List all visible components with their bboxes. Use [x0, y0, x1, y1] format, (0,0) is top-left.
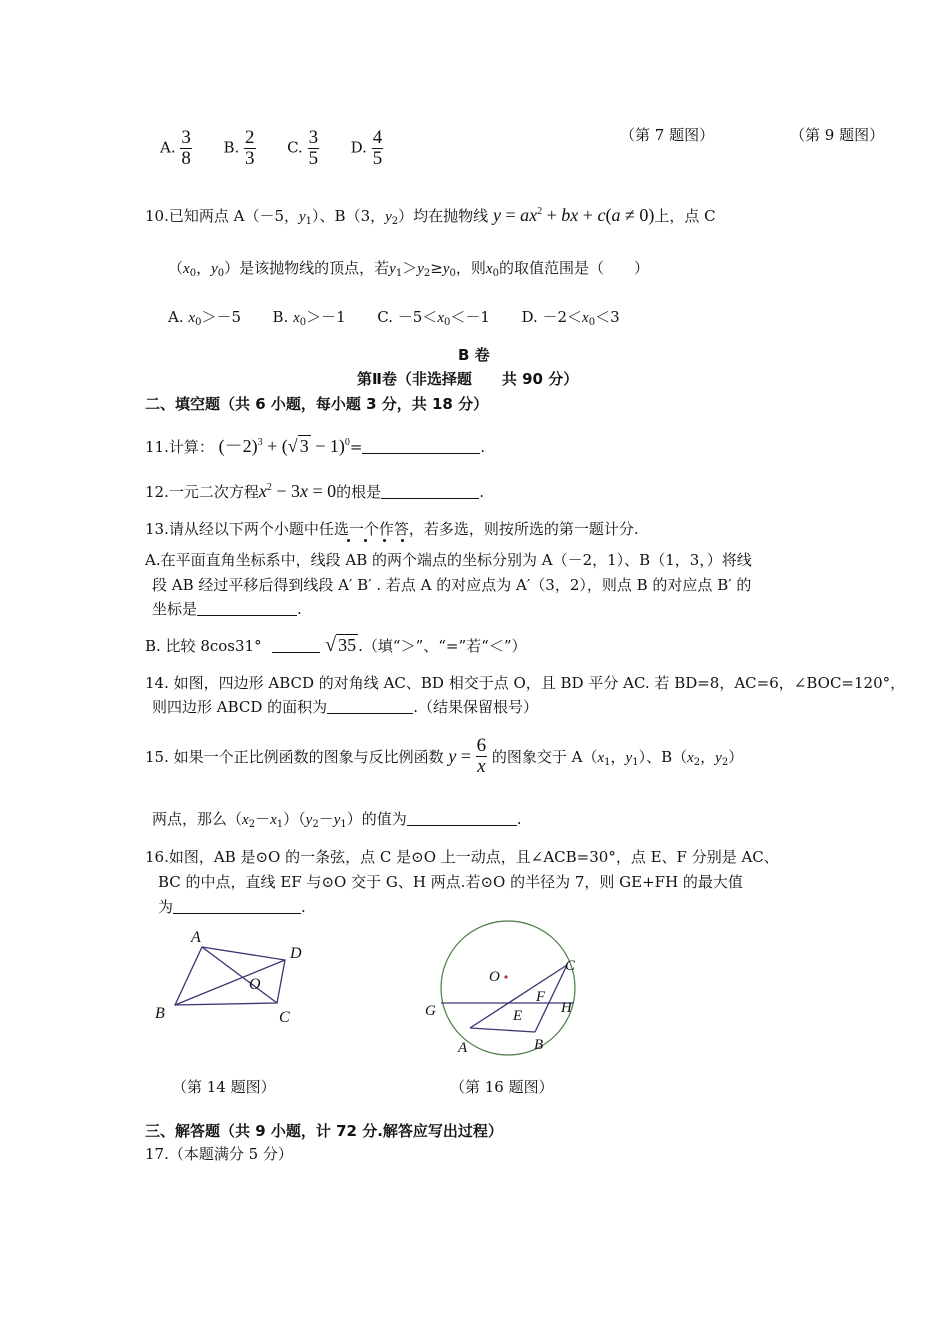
- caption-fig14: （第 14 题图）: [172, 1078, 276, 1096]
- parabola-equation: $y = ax^2$ + bx + c(a ≠ 0): [492, 205, 655, 225]
- section-b-title: B 卷: [458, 346, 490, 364]
- fig16-label-h: H: [561, 1000, 572, 1016]
- q11-answer-blank[interactable]: [362, 439, 480, 454]
- fig16-label-f: F: [536, 989, 546, 1005]
- q13-a-line1: A.在平面直角坐标系中，线段 AB 的两个端点的坐标分别为 A（－2，1）、B（1，3，）将线: [145, 551, 752, 569]
- option-c-fraction: $\frac{3}{5}$: [308, 127, 319, 169]
- option-d-fraction: $\frac{4}{5}$: [372, 127, 383, 169]
- q16-line3: 为 .: [158, 898, 306, 916]
- option-b-fraction: $\frac{2}{3}$: [245, 127, 255, 169]
- fig16-label-g: G: [425, 1003, 436, 1019]
- fig16-label-b: B: [534, 1037, 544, 1053]
- fig14-label-a: A: [191, 929, 201, 946]
- q13-a-line2: 段 AB 经过平移后得到线段 A′ B′ . 若点 A 的对应点为 A′（3，2），则点 B 的对应点 B′ 的: [152, 576, 752, 594]
- q12-answer-blank[interactable]: [381, 484, 479, 499]
- option-c-label: C.: [287, 138, 303, 157]
- q16-line2: BC 的中点，直线 EF 与⊙O 交于 G、H 两点.若⊙O 的半径为 7，则 GE+FH 的最大值: [158, 873, 743, 891]
- q10-line2: （$x_0$，$y_0$）是该抛物线的顶点，若$y_1>y_2\ge y_0$，则$x_0$的取值范围是（ ）: [168, 259, 649, 279]
- part2-heading: 二、填空题（共 6 小题，每小题 3 分，共 18 分）: [145, 395, 489, 413]
- q14-answer-blank[interactable]: [327, 699, 413, 714]
- option-b-label: B.: [223, 138, 240, 157]
- q15-answer-blank[interactable]: [407, 811, 517, 826]
- q15-line2: 两点，那么$(x_2-x_1)(y_2-y_1)$的值为 .: [152, 810, 522, 830]
- circle-o: [441, 921, 575, 1055]
- q13-text: 13.请从经以下两个小题中任选一个作答，若多选，则按所选的第一题计分.: [145, 520, 639, 538]
- q15-fraction: $\frac{6}{x}$: [476, 735, 487, 777]
- part3-heading: 三、解答题（共 9 小题，计 72 分.解答应写出过程）: [145, 1122, 503, 1140]
- option-d-label: D.: [350, 138, 367, 157]
- fig14-label-c: C: [279, 1009, 290, 1026]
- caption-fig16: （第 16 题图）: [450, 1078, 554, 1096]
- fig16-label-o: O: [489, 969, 500, 985]
- fig14-label-d: D: [290, 945, 302, 962]
- q14-line2: 则四边形 ABCD 的面积为 .（结果保留根号）: [152, 698, 538, 716]
- q17: 17.（本题满分 5 分）: [145, 1145, 293, 1163]
- figure-16-circle: [420, 915, 590, 1065]
- fig16-label-e: E: [513, 1008, 523, 1024]
- fig16-label-c: C: [565, 958, 576, 974]
- fig14-label-b: B: [155, 1005, 165, 1022]
- option-a-fraction: $\frac{3}{8}$: [181, 127, 191, 169]
- q16-line1: 16.如图，AB 是⊙O 的一条弦，点 C 是⊙O 上一动点，且∠ACB=30°，点 E、F 分别是 AC、: [145, 848, 779, 866]
- q13-b: B. 比较 8cos31° √ 35 .（填“＞”、“=”若“＜”）: [145, 634, 527, 656]
- q9-options: [160, 128, 383, 169]
- q10-options: A. $x_0>-5$ B. $x_0>-1$ C. $-5<x_0<-1$ D. $-2<x_0<3$: [168, 308, 620, 328]
- q16-answer-blank[interactable]: [173, 899, 301, 914]
- q13b-answer-blank[interactable]: [272, 638, 320, 653]
- section-b-subtitle: 第Ⅱ卷（非选择题 共 90 分）: [357, 370, 579, 388]
- fig16-label-a: A: [458, 1040, 468, 1056]
- caption-fig9: （第 9 题图）: [790, 126, 885, 144]
- q13-a-line3: 坐标是 .: [152, 600, 302, 618]
- option-a-label: A.: [160, 138, 176, 157]
- q11: 11.计算： $(-2)^3$ + (√ 3 − 1)$^0$= .: [145, 436, 486, 456]
- q15-line1: 15. 如果一个正比例函数的图象与反比例函数 y = $\frac{6}{x}$ 的图象交于 $A(x_1$，$y_1$）、$B(x_2$，$y_2$）: [145, 735, 744, 777]
- q14-line1: 14. 如图，四边形 ABCD 的对角线 AC、BD 相交于点 O，且 BD 平分 AC. 若 BD=8，AC=6，∠BOC=120°，: [145, 674, 906, 692]
- caption-fig7: （第 7 题图）: [620, 126, 715, 144]
- q10-line1: 10.已知两点 A（－5，$y_1$）、B（3，$y_2$）均在抛物线 $y = ax^2$ + bx + c(a ≠ 0)上，点 C: [145, 205, 716, 227]
- q12: 12.一元二次方程$x^2 - 3x = 0$的根是 .: [145, 481, 484, 501]
- figure-14-quadrilateral: [145, 925, 325, 1035]
- q13a-answer-blank[interactable]: [197, 601, 297, 616]
- fig14-label-o: O: [249, 976, 261, 993]
